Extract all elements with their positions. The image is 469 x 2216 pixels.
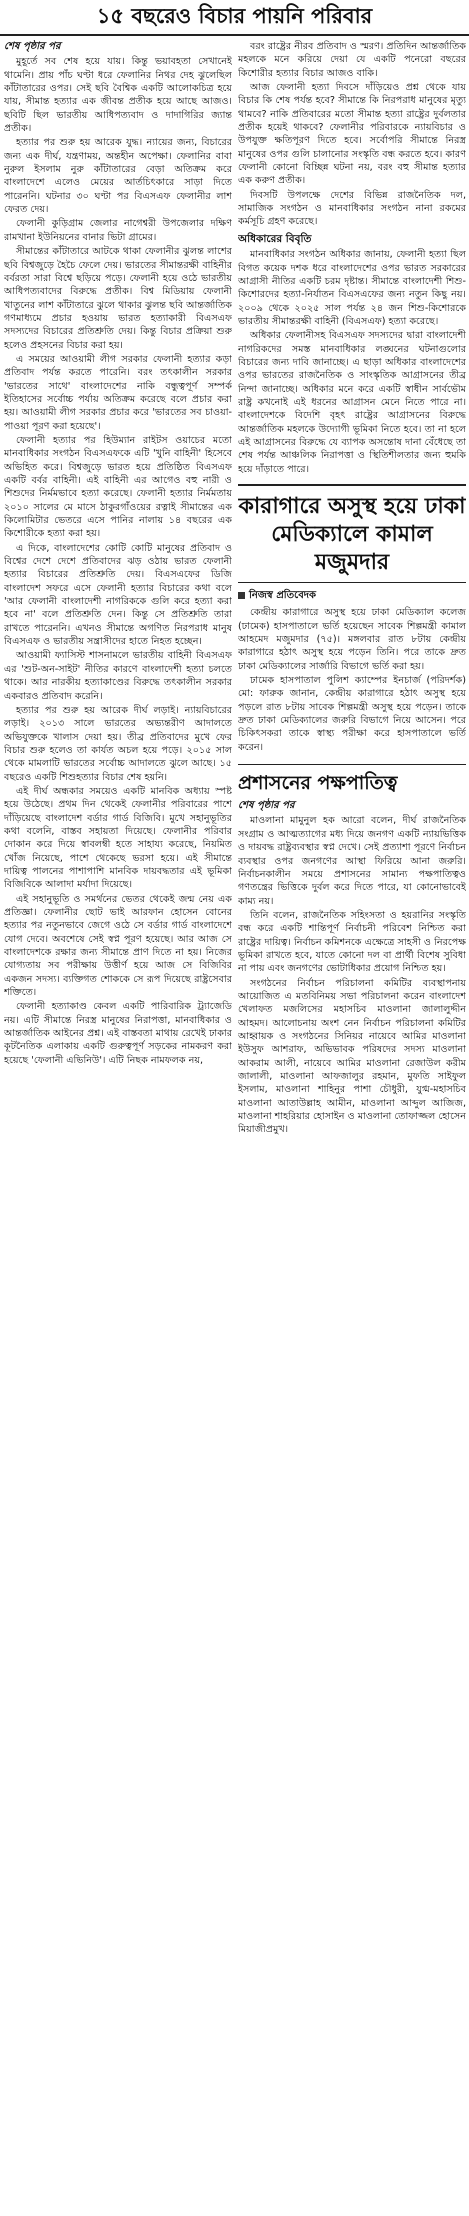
article-paragraph: সংগঠনের নির্বাচন পরিচালনা কমিটির ব্যবস্থাপনায় আয়োজিত এ মতবিনিময় সভা পরিচালনা করেন বাংলাদেশ খেলাফত মজলিসের মহাসচিব মাওলানা জালালুদ্দীন আহমদ। আলোচনায় অংশ নেন নির্বাচন পরিচালনা কমিটির আহ্বায়ক ও সংগঠনের সিনিয়র নায়েবে আমির মাওলানা ইউসুফ আশরাফ, অভিভাবক পরিষদের সদস্য মাওলানা আকরাম আলী, নায়েবে আমির মাওলানা রেজাউল করীম জালালী, মাওলানা আফজালুর রহমান, মুফতি সাইফুল ইসলাম, মাওলানা শাহিনুর পাশা চৌধুরী, যুগ্ম-মহাসচিব মাওলানা আতাউল্লাহ আমীন, মাওলানা আব্দুল আজিজ, মাওলানা শাহরিয়ার হোসাইন ও মাওলানা তোফাজ্জল হোসেন মিয়াজীপ্রমুখ। <box>238 977 466 1136</box>
article-paragraph: হত্যার পর শুরু হয় আরেক দীর্ঘ লড়াই। ন্যায়বিচারের লড়াই। ২০১৩ সালে ভারতের অভ্যন্তরীণ আদালতে অভিযুক্তকে খালাস দেয়া হয়। তীব্র প্রতিবাদের মুখে ফের বিচার শুরু হলেও তা কার্যত অচল হয়ে পড়ে। ২০১৫ সাল থেকে মামলাটি ভারতের সর্বোচ্চ আদালতে ঝুলে আছে। ১৫ বছরেও একটি শিশুহত্যার বিচার শেষ হয়নি। <box>4 704 232 783</box>
continued-from-last-page-label: শেষ পৃষ্ঠার পর <box>4 41 61 52</box>
article-paragraph: মাওলানা মামুনুল হক আরো বলেন, দীর্ঘ রাজনৈতিক সংগ্রাম ও আত্মত্যাগের মধ্য দিয়ে জনগণ একটি ন্যায়ভিত্তিক ও দায়বদ্ধ রাষ্ট্রব্যবস্থার স্বপ্ন দেখে। সেই প্রত্যাশা পূরণে নির্বাচন ব্যবস্থার ওপর জনগণের আস্থা ফিরিয়ে আনা জরুরি। নির্বাচনকালীন সময়ে প্রশাসনের সামান্য পক্ষপাতিত্বও গণতন্ত্রের ভিত্তিকে দুর্বল করে দিতে পারে, যা কোনোভাবেই কাম্য নয়। <box>238 815 466 907</box>
article-paragraph: সীমান্তের কাঁটাতারে আটকে থাকা ফেলানীর ঝুলন্ত লাশের ছবি বিশ্বজুড়ে হৈচৈ ফেলে দেয়। ভারতের সীমান্তরক্ষী বাহিনীর বর্বরতা সারা বিশ্বে ছড়িয়ে পড়ে। ফেলানী হয়ে ওঠে ভারতীয় আধিপত্যবাদের বিরুদ্ধে প্রতীক। বিশ্ব মিডিয়ায় ফেলানী খাতুনের লাশ কাঁটাতারে ঝুলে থাকার ঝুলন্ত ছবি আন্তর্জাতিক গণমাধ্যমে প্রচার হওয়ায় ভারত হত্যাকারী বিএসএফ সদস্যদের বিচারের প্রতিশ্রুতি দেয়। কিন্তু বিচার প্রক্রিয়া শুরু হলেও প্রহসনের বিচার করা হয়। <box>4 246 232 351</box>
main-headline: ১৫ বছরেও বিচার পায়নি পরিবার <box>0 0 469 36</box>
article-paragraph: দিবসটি উপলক্ষে দেশের বিভিন্ন রাজনৈতিক দল, সামাজিক সংগঠন ও মানবাধিকার সংগঠন নানা রকমের কর্মসূচি গ্রহণ করেছে। <box>238 189 466 228</box>
article-paragraph: মানবাধিকার সংগঠন অধিকার জানায়, ফেলানী হত্যা ছিল বিগত কয়েক দশক ধরে বাংলাদেশের ওপর ভারত সরকারের আগ্রাসী নীতির একটি চরম দৃষ্টান্ত। সীমান্তে বাংলাদেশী শিশু-কিশোরদের হত্যা-নির্যাতন বিএসএফের জন্য নতুন কিছু নয়। ২০০৯ থেকে ২০২৫ সাল পর্যন্ত ২৪ জন শিশু-কিশোরকে ভারতীয় সীমান্তরক্ষী বাহিনী (বিএসএফ) হত্যা করেছে। <box>238 249 466 327</box>
section-headline: প্রশাসনের পক্ষপাতিত্ব <box>238 764 466 795</box>
article-paragraph: ফেলানী হত্যাকাণ্ড কেবল একটি পারিবারিক ট্র্যাজেডি নয়। এটি সীমান্তে নিরস্ত্র মানুষের নিরাপত্তা, মানবাধিকার ও আন্তর্জাতিক আইনের প্রশ্ন। এই বাস্তবতা মাথায় রেখেই ঢাকার কূটনৈতিক এলাকায় একটি গুরুত্বপূর্ণ সড়কের নামকরণ করা হয়েছে 'ফেলানী এভিনিউ'। এটি নিছক নামফলক নয়, <box>4 1001 232 1066</box>
byline-text: নিজস্ব প্রতিবেদক <box>249 590 317 601</box>
article-paragraph: ফেলানী কুড়িগ্রাম জেলার নাগেশ্বরী উপজেলার দক্ষিণ রামখানা ইউনিয়নের বানার ভিটা গ্রামের। <box>4 218 232 243</box>
bullet-square-icon <box>238 592 245 599</box>
article-paragraph: এ সময়ের আওয়ামী লীগ সরকার ফেলানী হত্যার কড়া প্রতিবাদ পর্যন্ত করতে পারেনি। বরং তৎকালীন সরকার 'ভারতের সাথে' বাংলাদেশের নাকি বন্ধুত্বপূর্ণ সম্পর্ক ইতিহাসের সর্বোচ্চ পর্যায় অতিক্রম করেছে বলে প্রচার করা হয়। আওয়ামী লীগ সরকার প্রচার করে 'ভারতের সব চাওয়া-পাওয়া পূরণ করা হয়েছে'। <box>4 353 232 432</box>
continued-from-last-page-label: শেষ পৃষ্ঠার পর <box>238 800 295 812</box>
byline <box>238 589 466 602</box>
article-paragraph: এ দিকে, বাংলাদেশের কোটি কোটি মানুষের প্রতিবাদ ও বিশ্বের দেশে দেশে প্রতিবাদের ঝড় ওঠায় ভারত ফেলানী হত্যার বিচারের প্রতিশ্রুতি দেয়। বিএসএফের ডিজি বাংলাদেশ সফরে এসে ফেলানী হত্যার বিচারের কথা বলে 'আর ফেলানী বাংলাদেশী নাগরিককে গুলি করে হত্যা করা হবে না' বলে প্রতিশ্রুতি দেন। কিন্তু সে প্রতিশ্রুতি তারা রাখতে পারেননি। এখনও সীমান্তে অগণিত নিরপরাধ মানুষ বিএসএফ ও ভারতীয় সন্ত্রাসীদের হাতে নিহত হচ্ছেন। <box>4 542 232 648</box>
right-column <box>238 40 466 2208</box>
article-paragraph: অধিকার ফেলানীসহ বিএসএফ সদস্যদের দ্বারা বাংলাদেশী নাগরিকদের সমস্ত মানবাধিকার লঙ্ঘনের ঘটনাগুলোর বিচারের জন্য দাবি জানাচ্ছে। এ ছাড়া অধিকার বাংলাদেশের ওপর ভারতের রাজনৈতিক ও সাংস্কৃতিক আগ্রাসনের তীব্র নিন্দা জানাচ্ছে। অধিকার মনে করে একটি স্বাধীন সার্বভৌম রাষ্ট্র কখনোই এই ধরনের আগ্রাসন মেনে নিতে পারে না। বাংলাদেশকে বিদেশি বৃহৎ রাষ্ট্রের আগ্রাসনের বিরুদ্ধে আন্তর্জাতিক মহলকে উদ্যোগী ভূমিকা নিতে হবে। তা না হলে এই আগ্রাসনের বিরুদ্ধে যে ব্যাপক অসন্তোষ দানা বেঁধেছে তা শেষ পর্যন্ত আঞ্চলিক নিরাপত্তা ও স্থিতিশীলতার জন্য হুমকি হয়ে দাঁড়াতে পারে। <box>238 330 466 475</box>
box-headline: কারাগারে অসুস্থ হয়ে ঢাকা মেডিক্যালে কামাল মজুমদার <box>238 493 466 575</box>
article-paragraph: কেন্দ্রীয় কারাগারে অসুস্থ হয়ে ঢাকা মেডিক্যাল কলেজ (ঢামেক) হাসপাতালে ভর্তি হয়েছেন সাবেক শিল্পমন্ত্রী কামাল আহমেদ মজুমদার (৭৫)। মঙ্গলবার রাত ৮টায় কেন্দ্রীয় কারাগারে হঠাৎ অসুস্থ হয়ে পড়েন তিনি। পরে তাকে দ্রুত ঢাকা মেডিক্যালের সার্জারি বিভাগে ভর্তি করা হয়। <box>238 607 466 672</box>
article-paragraph: তিনি বলেন, রাজনৈতিক সহিংসতা ও হয়রানির সংস্কৃতি বন্ধ করে একটি শান্তিপূর্ণ নির্বাচনী পরিবেশ নিশ্চিত করা রাষ্ট্রের দায়িত্ব। নির্বাচন কমিশনকে এক্ষেত্রে সাহসী ও নিরপেক্ষ ভূমিকা রাখতে হবে, যাতে কোনো দল বা প্রার্থী বিশেষ সুবিধা না পায় এবং জনগণের ভোটাধিকার প্রয়োগ নিশ্চিত হয়। <box>238 909 466 975</box>
article-paragraph: আজ ফেলানী হত্যা দিবসে দাঁড়িয়েও প্রশ্ন থেকে যায় বিচার কি শেষ পর্যন্ত হবে? সীমান্তে কি নিরপরাধ মানুষের মৃত্যু থামবে? নাকি প্রতিবারের মতো সীমান্ত হত্যা রাষ্ট্রের দুর্বলতার প্রতীক হয়েই থাকবে? ফেলানীর পরিবারকে ন্যায়বিচার ও উপযুক্ত ক্ষতিপূরণ দিতে হবে। সর্বোপরি সীমান্তে নিরস্ত্র মানুষের ওপর গুলি চালানোর সংস্কৃতি বন্ধ করতে হবে। কারণ ফেলানী কোনো বিচ্ছিন্ন ঘটনা নয়, বরং বহু সীমান্ত হত্যার এক করুণ প্রতীক। <box>238 82 466 187</box>
article-paragraph: এই দীর্ঘ অন্ধকার সময়েও একটি মানবিক অধ্যায় স্পষ্ট হয়ে উঠেছে। প্রথম দিন থেকেই ফেলানীর পরিবারের পাশে দাঁড়িয়েছে বাংলাদেশ বর্ডার গার্ড বিজিবি। মুখে সহানুভূতির কথা বলেনি, বাস্তব সহায়তা দিয়েছে। ফেলানীর পরিবার দোকান করে দিয়ে স্বাবলম্বী হতে সাহায্য করেছে, নিয়মিত খোঁজ নিয়েছে, পাশে থেকেছে ভরসা হয়ে। এই সীমান্তে দায়িত্ব পালনের পাশাপাশি মানবিক দায়বদ্ধতার এই ভূমিকা বিজিবিকে আলাদা মর্যাদা দিয়েছে। <box>4 785 232 891</box>
rights-statement-subhead: অধিকারের বিবৃতি <box>238 232 312 245</box>
kamal-majumder-news-box <box>238 484 466 583</box>
article-paragraph: ফেলানী হত্যার পর হিউম্যান রাইটস ওয়াচের মতো মানবাধিকার সংগঠন বিএসএফকে এটি 'খুনি বাহিনী' হিসেবে অভিহিত করে। বিশ্বজুড়ে ভারত হয়ে প্রতিষ্ঠিত বিএসএফ একটি বর্বর বাহিনী। এই বাহিনী এর আগেও বহু নারী ও শিশুদের নির্মমভাবে হত্যা করেছে। ফেলানী হত্যার নির্মমতায় ২০১০ সালের মে মাসে ঠাকুরগাঁওয়ের রত্নাই সীমান্তের এক কিলোমিটার ভেতরে এসে পানির নালায় ১৪ বছরের এক কিশোরীকে হত্যা করা হয়। <box>4 434 232 540</box>
left-column <box>4 40 232 2208</box>
article-paragraph: বরং রাষ্ট্রের নীরব প্রতিবাদ ও স্মরণ। প্রতিদিন আন্তর্জাতিক মহলকে মনে করিয়ে দেয়া যে একটি পনেরো বছরের কিশোরীর হত্যার বিচার আজও বাকি। <box>238 41 466 79</box>
article-paragraph: হত্যার পর শুরু হয় আরেক যুদ্ধ। ন্যায়ের জন্য, বিচারের জন্য এক দীর্ঘ, যন্ত্রণাময়, অন্তহীন অপেক্ষা। ফেলানির বাবা নুরুল ইসলাম নুরু কাঁটাতারের বেড়া অতিক্রম করে বাংলাদেশে এলেও মেয়ের আর্তচিৎকারে সাড়া দিতে পারেননি। ঘটনার ৩০ ঘণ্টা পর বিএসএফ ফেলানীর লাশ ফেরত দেয়। <box>4 137 232 216</box>
article-paragraph: এই সহানুভূতি ও সমর্থনের ভেতর থেকেই জন্ম নেয় এক প্রতিজ্ঞা। ফেলানীর ছোট ভাই আরফান হোসেন বোনের হত্যার পর নতুনভাবে জেগে ওঠে সে বর্ডার গার্ড বাংলাদেশে যোগ দেবে। অবশেষে সেই স্বপ্ন পূরণ হয়েছে। আর আজ সে বাংলাদেশকে রক্ষার জন্য সীমান্তে প্রাণ দিতে না হয়। নিজের যোগ্যতায় সব পরীক্ষায় উত্তীর্ণ হয়ে আজ সে বিজিবির একজন সদস্য। ব্যক্তিগত শোককে সে রূপ দিয়েছে রাষ্ট্রসেবার শক্তিতে। <box>4 893 232 999</box>
article-paragraph: মুহূর্তে সব শেষ হয়ে যায়। কিন্তু ভয়াবহতা সেখানেই থামেনি। প্রায় পাঁচ ঘণ্টা ধরে ফেলানির নিথর দেহ ঝুলেছিল কাঁটাতারের ওপর। সেই ছবি বৈশ্বিক একটি আলোকচিত্র হয়ে যায়, সীমান্ত হত্যার এক জীবন্ত প্রতীক হয়ে আছে আজও। ছবিটি ছিল ভারতীয় আধিপত্যবাদ ও দাদাগিরির জ্যান্ত প্রতীক। <box>4 56 232 135</box>
article-paragraph: আওয়ামী ফ্যাসিস্ট শাসনামলে ভারতীয় বাহিনী বিএসএফ এর 'শুট-অন-সাইট' নীতির কারণে বাংলাদেশী হত্যা চলতে থাকে। আর নারকীয় হত্যাকাণ্ডের বিরুদ্ধে তৎকালীন সরকার একবারও প্রতিবাদ করেনি। <box>4 650 232 702</box>
article-paragraph: ঢামেক হাসপাতাল পুলিশ ক্যাম্পের ইনচার্জ (পরিদর্শক) মো: ফারুক জানান, কেন্দ্রীয় কারাগারে হঠাৎ অসুস্থ হয়ে পড়লে রাত ৮টায় সাবেক শিল্পমন্ত্রী অসুস্থ হয়ে পড়েন। তাকে দ্রুত ঢাকা মেডিক্যালের জরুরি বিভাগে নিয়ে আসেন। পরে চিকিৎসকরা তাকে স্বাস্থ্য পরীক্ষা করে হাসপাতালে ভর্তি করেন। <box>238 675 466 753</box>
